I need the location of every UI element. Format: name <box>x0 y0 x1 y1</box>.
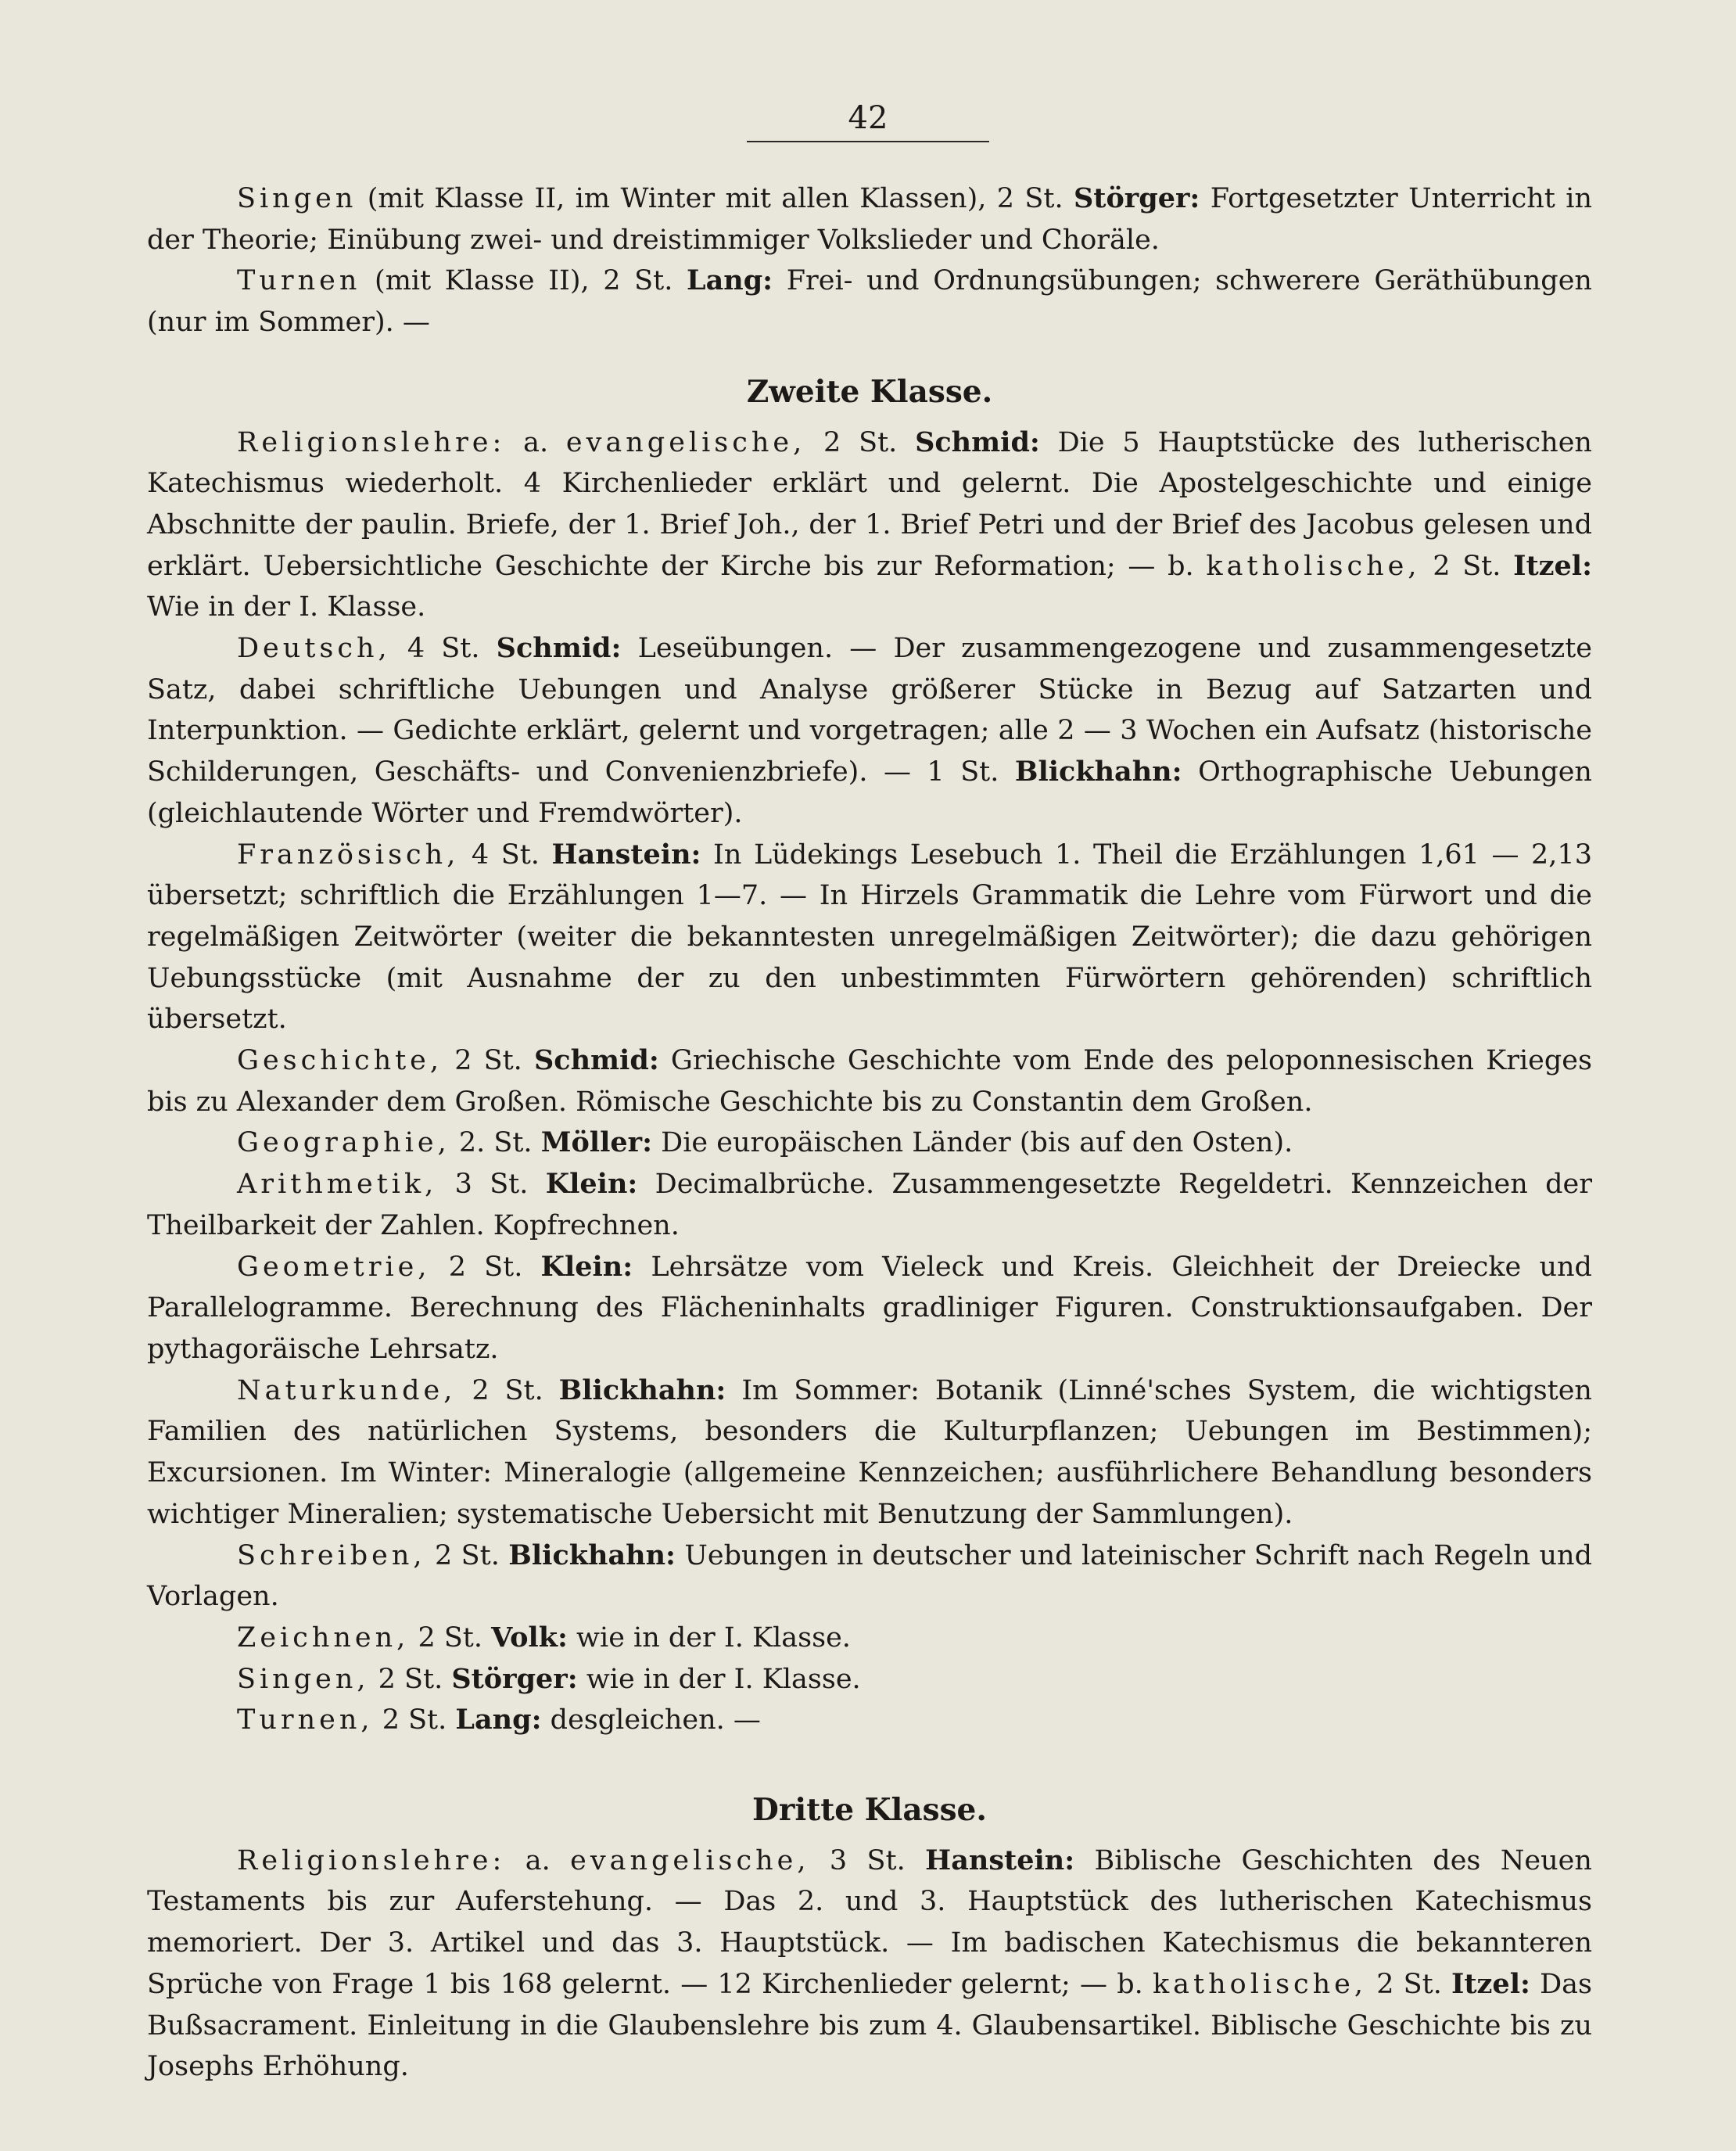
page-number-rule <box>747 141 989 142</box>
subject-content: Decimalbrüche. Zusammengesetzte Regeldetri. Kennzeichen der Theilbarkeit der Zahlen. Kopfrechnen. <box>147 1169 1592 1241</box>
subject-name: Turnen, <box>237 1704 374 1736</box>
part-b-label: b. <box>1167 550 1194 582</box>
teacher-name: Itzel: <box>1451 1967 1530 2000</box>
subject-content: In Lüdekings Lesebuch 1. Theil die Erzählungen 1,61 — 2,13 übersetzt; schriftlich die Erzählungen 1—7. — In Hirzels Grammatik die Lehre vom Fürwort und die regelmäßigen Zeitwörter (weiter die bekanntesten unregelmäßigen Zeitwörter); die dazu gehörigen Uebungsstücke (mit Ausnahme der zu den unbestimmten Fürwörtern gehörenden) schriftlich übersetzt. <box>147 838 1592 1036</box>
geographie-paragraph <box>147 1122 1592 1164</box>
teacher-name: Itzel: <box>1513 549 1592 582</box>
singen-paragraph-class-two <box>147 1659 1592 1700</box>
subject-content: Uebungen in deutscher und lateinischer Schrift nach Regeln und Vorlagen. <box>147 1539 1592 1613</box>
subject-details: 2 St. <box>454 1045 522 1077</box>
subject-content: Griechische Geschichte vom Ende des peloponnesischen Krieges bis zu Alexander dem Großen. Römische Geschichte bis zu Constantin dem Großen. <box>147 1045 1592 1118</box>
subject-name: Geschichte, <box>237 1045 443 1077</box>
teacher-name: Klein: <box>540 1250 633 1283</box>
subject-content: wie in der I. Klasse. <box>586 1663 861 1695</box>
part-b-denomination: katholische, <box>1152 1968 1368 2000</box>
teacher-name: Schmid: <box>496 632 622 665</box>
subject-content: wie in der I. Klasse. <box>576 1621 851 1654</box>
subject-name: Französisch, <box>237 838 460 871</box>
subject-details: 2 St. <box>378 1663 443 1695</box>
part-a-hours: 3 St. <box>829 1844 906 1876</box>
subject-name: Religionslehre: <box>237 426 506 458</box>
teacher-name: Schmid: <box>533 1044 659 1077</box>
section-heading-dritte-klasse: Dritte Klasse. <box>752 1792 987 1829</box>
subject-details: 3 St. <box>454 1169 529 1201</box>
teacher-name: Volk: <box>491 1621 568 1654</box>
teacher-name: Störger: <box>451 1662 578 1695</box>
part-b-denomination: katholische, <box>1206 550 1421 582</box>
subject-content: Fortgesetzter Unterricht in der Theorie; Einübung zwei- und dreistimmiger Volkslieder und Choräle. <box>147 183 1592 256</box>
teacher-name: Hanstein: <box>925 1844 1075 1876</box>
subject-content: Die europäischen Länder (bis auf den Osten). <box>661 1127 1293 1159</box>
subject-name: Turnen <box>237 265 361 297</box>
subject-name: Arithmetik, <box>237 1169 438 1201</box>
subject-name: Zeichnen, <box>237 1621 410 1654</box>
subject-name: Religionslehre: <box>237 1844 506 1876</box>
subject-details: 2. St. <box>458 1127 533 1159</box>
teacher-name: Schmid: <box>915 426 1040 458</box>
part-b-hours: 2 St. <box>1433 550 1501 582</box>
part-a-label: a. <box>525 1844 551 1876</box>
part-a-hours: 2 St. <box>823 426 898 458</box>
religion-paragraph-class-three <box>147 1840 1592 2088</box>
part-b-hours: 2 St. <box>1376 1968 1442 2000</box>
subject-name: Naturkunde, <box>237 1374 457 1406</box>
subject-details: 2 St. <box>472 1374 543 1406</box>
subject-content: desgleichen. — <box>550 1704 761 1736</box>
zeichnen-paragraph <box>147 1618 1592 1659</box>
part-a-label: a. <box>523 426 549 458</box>
naturkunde-paragraph <box>147 1370 1592 1535</box>
subject-name: Geometrie, <box>237 1251 431 1283</box>
teacher-name: Blickhahn: <box>508 1539 676 1571</box>
schreiben-paragraph <box>147 1535 1592 1618</box>
subject-details: 4 St. <box>407 633 480 665</box>
subject-name: Deutsch, <box>237 633 391 665</box>
geschichte-paragraph <box>147 1040 1592 1122</box>
turnen-paragraph-class-two <box>147 1700 1592 1741</box>
part-a-denomination: evangelische, <box>570 1844 810 1876</box>
geometrie-paragraph <box>147 1247 1592 1370</box>
part-b-label: b. <box>1117 1968 1143 2000</box>
subject-details: 2 St. <box>418 1621 482 1654</box>
deutsch-paragraph <box>147 628 1592 835</box>
teacher-name: Störger: <box>1074 182 1200 214</box>
subject-content: Im Sommer: Botanik (Linné'sches System, die wichtigsten Familien des natürlichen Systems, besonders die Kulturpflanzen; Uebungen im Bestimmen); Excursionen. Im Winter: Mineralogie (allgemeine Kennzeichen; ausführlichere Behandlung besonders wichtiger Mineralien; systematische Uebersicht mit Benutzung der Sammlungen). <box>147 1374 1592 1530</box>
teacher-name: Klein: <box>545 1168 638 1201</box>
teacher-name: Möller: <box>540 1126 653 1159</box>
part-a-content: Die 5 Hauptstücke des lutherischen Katechismus wiederholt. 4 Kirchenlieder erklärt und gelernt. Die Apostelgeschichte und einige Abschnitte der paulin. Briefe, der 1. Brief Joh., der 1. Brief Petri und der Brief des Jacobus gelesen und erklärt. Uebersichtliche Geschichte der Kirche bis zur Reformation; — <box>147 426 1592 582</box>
page-number: 42 <box>848 100 888 136</box>
franzoesisch-paragraph <box>147 835 1592 1041</box>
teacher-name: Blickhahn: <box>1014 756 1182 788</box>
singen-paragraph-class-one <box>147 178 1592 260</box>
subject-name: Singen <box>237 183 357 214</box>
teacher-name: Blickhahn: <box>558 1374 726 1406</box>
subject-content: Leseübungen. — Der zusammengezogene und zusammengesetzte Satz, dabei schriftliche Uebungen und Analyse größerer Stücke in Bezug auf Satzarten und Interpunktion. — Gedichte erklärt, gelernt und vorgetragen; alle 2 — 3 Wochen ein Aufsatz (historische Schilderungen, Geschäfts- und Convenienzbriefe). — 1 St. <box>147 633 1592 788</box>
religion-paragraph-class-two <box>147 422 1592 629</box>
subject-name: Geographie, <box>237 1127 450 1159</box>
part-b-content: Das Bußsacrament. Einleitung in die Glaubenslehre bis zum 4. Glaubensartikel. Biblische Geschichte bis zu Josephs Erhöhung. <box>147 1968 1592 2083</box>
part-a-denomination: evangelische, <box>565 426 806 458</box>
subject-details: 2 St. <box>434 1539 500 1571</box>
subject-content: Lehrsätze vom Vieleck und Kreis. Gleichheit der Dreiecke und Parallelogramme. Berechnung des Flächeninhalts gradliniger Figuren. Construktionsaufgaben. Der pythagoräische Lehrsatz. <box>147 1251 1592 1365</box>
section-heading-zweite-klasse: Zweite Klasse. <box>746 373 993 410</box>
subject-details: (mit Klasse II), 2 St. <box>375 265 673 297</box>
arithmetik-paragraph <box>147 1164 1592 1246</box>
teacher-name: Lang: <box>455 1704 542 1736</box>
subject-details: (mit Klasse II, im Winter mit allen Klassen), 2 St. <box>367 183 1063 214</box>
body-text <box>147 178 1592 2088</box>
turnen-paragraph-class-one <box>147 260 1592 343</box>
subject-content: Orthographische Uebungen (gleichlautende Wörter und Fremdwörter). <box>147 756 1592 829</box>
subject-details: 2 St. <box>448 1251 523 1283</box>
part-a-content: Biblische Geschichten des Neuen Testaments bis zur Auferstehung. — Das 2. und 3. Hauptstück des lutherischen Katechismus memoriert. Der 3. Artikel und das 3. Hauptstück. — Im badischen Katechismus die bekannteren Sprüche von Frage 1 bis 168 gelernt. — 12 Kirchenlieder gelernt; — <box>147 1844 1592 2000</box>
subject-content: Frei- und Ordnungsübungen; schwerere Geräthübungen (nur im Sommer). — <box>147 265 1592 339</box>
subject-details: 4 St. <box>471 838 540 871</box>
teacher-name: Hanstein: <box>551 838 701 871</box>
subject-details: 2 St. <box>382 1704 447 1736</box>
subject-name: Singen, <box>237 1663 370 1695</box>
subject-name: Schreiben, <box>237 1539 426 1571</box>
part-b-content: Wie in der I. Klasse. <box>147 591 426 623</box>
teacher-name: Lang: <box>686 264 773 297</box>
